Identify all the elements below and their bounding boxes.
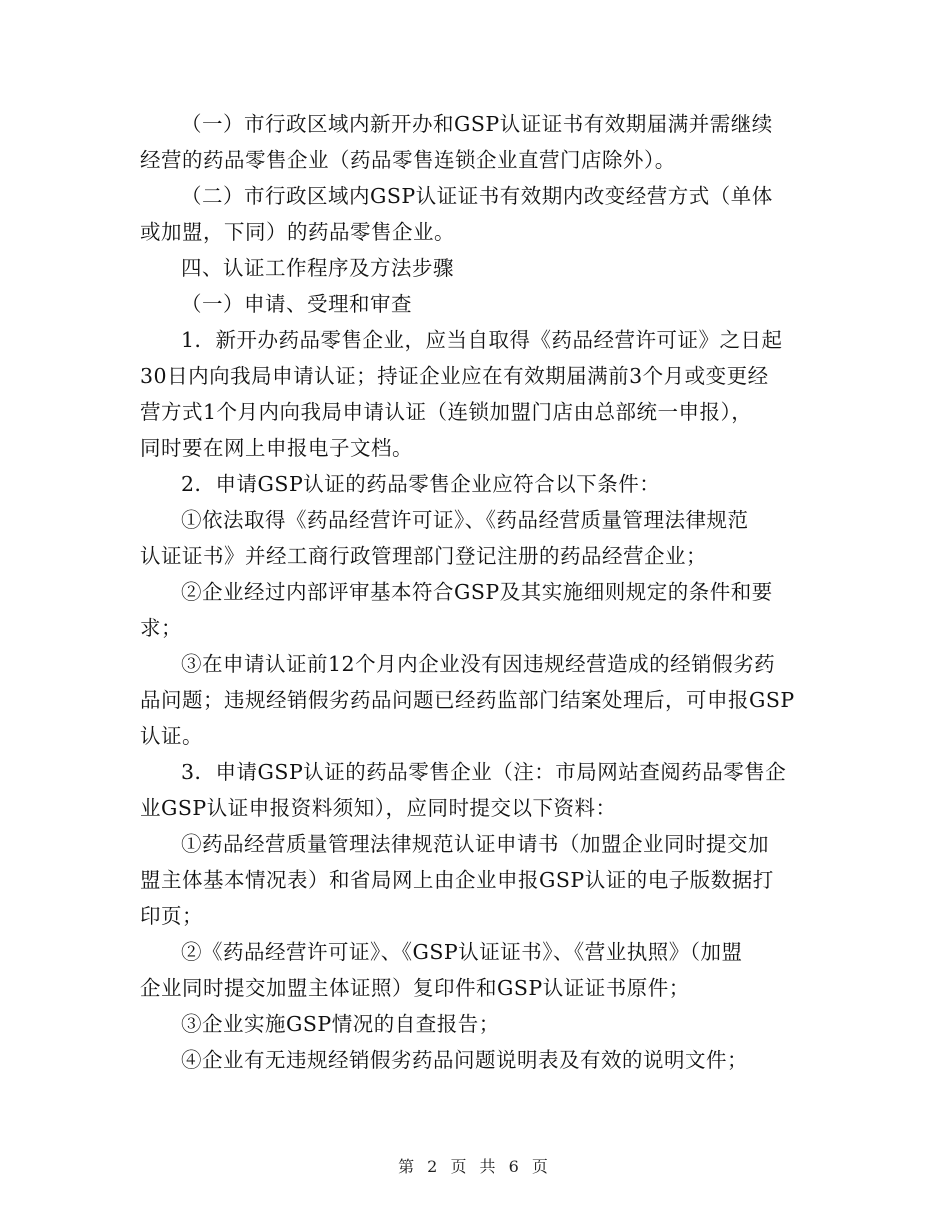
document-body (140, 106, 810, 1078)
paragraph-line: 营方式1个月内向我局申请认证（连锁加盟门店由总部统一申报）， (140, 400, 753, 424)
paragraph-line: （一）申请、受理和审查 (181, 292, 412, 316)
paragraph-line: ④企业有无违规经销假劣药品问题说明表及有效的说明文件； (181, 1048, 748, 1072)
paragraph (140, 646, 810, 754)
paragraph-line: 印页； (140, 904, 203, 928)
paragraph (140, 1042, 810, 1078)
paragraph (140, 502, 810, 574)
paragraph (140, 466, 810, 502)
paragraph (140, 754, 810, 826)
page-footer: 第 2 页 共 6 页 (398, 1157, 552, 1176)
paragraph (140, 286, 810, 322)
paragraph-line: 认证证书》并经工商行政管理部门登记注册的药品经营企业； (140, 544, 707, 568)
paragraph-line: 认证。 (140, 724, 203, 748)
paragraph-line: （二）市行政区域内GSP认证证书有效期内改变经营方式（单体 (181, 184, 773, 208)
paragraph-line: ②《药品经营许可证》、《GSP认证证书》、《营业执照》（加盟 (181, 940, 743, 964)
paragraph-line: 同时要在网上申报电子文档。 (140, 436, 413, 460)
paragraph-line: ②企业经过内部评审基本符合GSP及其实施细则规定的条件和要 (181, 580, 773, 604)
paragraph-line: 2．申请GSP认证的药品零售企业应符合以下条件： (181, 472, 661, 496)
paragraph (140, 106, 810, 178)
paragraph (140, 574, 810, 646)
paragraph-line: ①药品经营质量管理法律规范认证申请书（加盟企业同时提交加 (181, 832, 769, 856)
paragraph-line: ③企业实施GSP情况的自查报告； (181, 1012, 500, 1036)
paragraph (140, 250, 810, 286)
paragraph-line: 四、认证工作程序及方法步骤 (181, 256, 454, 280)
paragraph (140, 322, 810, 466)
paragraph-line: 或加盟，下同）的药品零售企业。 (140, 220, 455, 244)
paragraph-line: 3．申请GSP认证的药品零售企业（注：市局网站查阅药品零售企 (181, 760, 787, 784)
paragraph-line: 求； (140, 616, 182, 640)
paragraph (140, 934, 810, 1006)
paragraph-line: 30日内向我局申请认证；持证企业应在有效期届满前3个月或变更经 (140, 364, 769, 388)
paragraph (140, 1006, 810, 1042)
paragraph-line: ①依法取得《药品经营许可证》、《药品经营质量管理法律规范 (181, 508, 749, 532)
paragraph (140, 826, 810, 934)
paragraph-line: 品问题；违规经销假劣药品问题已经药监部门结案处理后，可申报GSP (140, 688, 795, 712)
paragraph-line: 企业同时提交加盟主体证照）复印件和GSP认证证书原件； (140, 976, 690, 1000)
paragraph (140, 178, 810, 250)
paragraph-line: 1．新开办药品零售企业，应当自取得《药品经营许可证》之日起 (181, 328, 783, 352)
paragraph-line: 经营的药品零售企业（药品零售连锁企业直营门店除外）。 (140, 148, 676, 172)
paragraph-line: （一）市行政区域内新开办和GSP认证证书有效期届满并需继续 (181, 112, 773, 136)
paragraph-line: ③在申请认证前12个月内企业没有因违规经营造成的经销假劣药 (181, 652, 776, 676)
paragraph-line: 业GSP认证申报资料须知），应同时提交以下资料： (140, 796, 617, 820)
paragraph-line: 盟主体基本情况表）和省局网上由企业申报GSP认证的电子版数据打 (140, 868, 774, 892)
